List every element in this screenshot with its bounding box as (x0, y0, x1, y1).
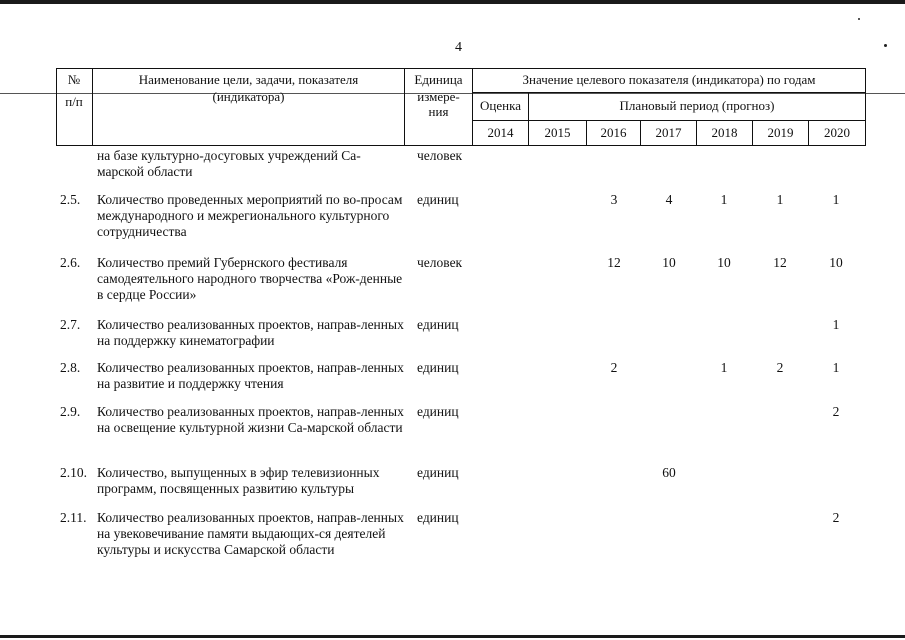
row-number: 2.5. (60, 192, 81, 207)
value-2016: 3 (610, 192, 618, 207)
header-name-label: Наименование цели, задачи, показателя (138, 72, 359, 87)
header-year: 2020 (824, 125, 850, 140)
unit-cell: единиц (417, 360, 459, 375)
value-2020: 1 (832, 192, 840, 207)
header-estimate-label: Оценка (480, 98, 521, 113)
row-number: 2.7. (60, 317, 81, 332)
header-number-label-2: п/п (65, 94, 83, 109)
value-2018: 10 (717, 255, 731, 270)
table-header (56, 68, 866, 145)
value-2020: 1 (832, 317, 840, 332)
value-2017: 10 (662, 255, 676, 270)
indicator-name: Количество премий Губернского фестиваля самодеятельного народного творчества «Рож-денные в сердце России» (97, 255, 403, 302)
indicator-name: Количество реализованных проектов, направ-ленных на развитие и поддержку чтения (97, 360, 404, 391)
indicator-name: Количество реализованных проектов, направ-ленных на поддержку кинематографии (97, 317, 404, 348)
unit-cell: единиц (417, 192, 459, 207)
value-2016: 12 (607, 255, 621, 270)
value-2017: 60 (662, 465, 676, 480)
unit-cell: единиц (417, 510, 459, 525)
value-2018: 1 (720, 360, 728, 375)
scan-speck (858, 18, 860, 20)
value-2020: 10 (829, 255, 843, 270)
indicator-name: на базе культурно-досуговых учреждений Са-марской области (97, 148, 361, 179)
row-number: 2.8. (60, 360, 81, 375)
header-year: 2015 (544, 125, 571, 140)
indicator-name: Количество реализованных проектов, направ-ленных на увековечивание памяти выдающих-ся деятелей культуры и искусства Самарской области (97, 510, 404, 557)
page-number: 4 (455, 40, 462, 55)
row-number: 2.9. (60, 404, 81, 419)
row-number: 2.11. (60, 510, 87, 525)
row-number: 2.10. (60, 465, 87, 480)
header-number-label: № (67, 72, 81, 87)
value-2019: 12 (773, 255, 787, 270)
header-name-label-2: (индикатора) (212, 89, 285, 104)
indicator-name: Количество проведенных мероприятий по во-просам международного и межрегионального культурного сотрудничества (97, 192, 403, 239)
header-planned-label: Плановый период (прогноз) (619, 98, 775, 113)
header-year: 2018 (711, 125, 738, 140)
value-2019: 2 (776, 360, 784, 375)
scan-edge-bottom (0, 635, 905, 638)
header-values-label: Значение целевого показателя (индикатора) по годам (522, 72, 816, 87)
value-2016: 2 (610, 360, 618, 375)
header-year: 2014 (487, 125, 514, 140)
scan-edge-top (0, 0, 905, 4)
value-2020: 2 (832, 404, 840, 419)
row-number: 2.6. (60, 255, 81, 270)
value-2017: 4 (665, 192, 673, 207)
indicator-name: Количество реализованных проектов, направ-ленных на освещение культурной жизни Са-марской области (97, 404, 404, 435)
indicator-name: Количество, выпущенных в эфир телевизионных программ, посвященных развитию культуры (97, 465, 380, 496)
unit-cell: единиц (417, 404, 459, 419)
header-unit-label-3: ния (428, 104, 449, 119)
value-2020: 1 (832, 360, 840, 375)
unit-cell: человек (417, 148, 463, 163)
unit-cell: единиц (417, 465, 459, 480)
value-2018: 1 (720, 192, 728, 207)
header-year: 2019 (767, 125, 794, 140)
unit-cell: единиц (417, 317, 459, 332)
value-2019: 1 (776, 192, 784, 207)
unit-cell: человек (417, 255, 463, 270)
header-year: 2016 (600, 125, 627, 140)
scan-speck (884, 44, 887, 47)
header-unit-label: Единица (414, 72, 463, 87)
header-year: 2017 (655, 125, 682, 140)
value-2020: 2 (832, 510, 840, 525)
header-unit-label-2: измере- (417, 89, 460, 104)
